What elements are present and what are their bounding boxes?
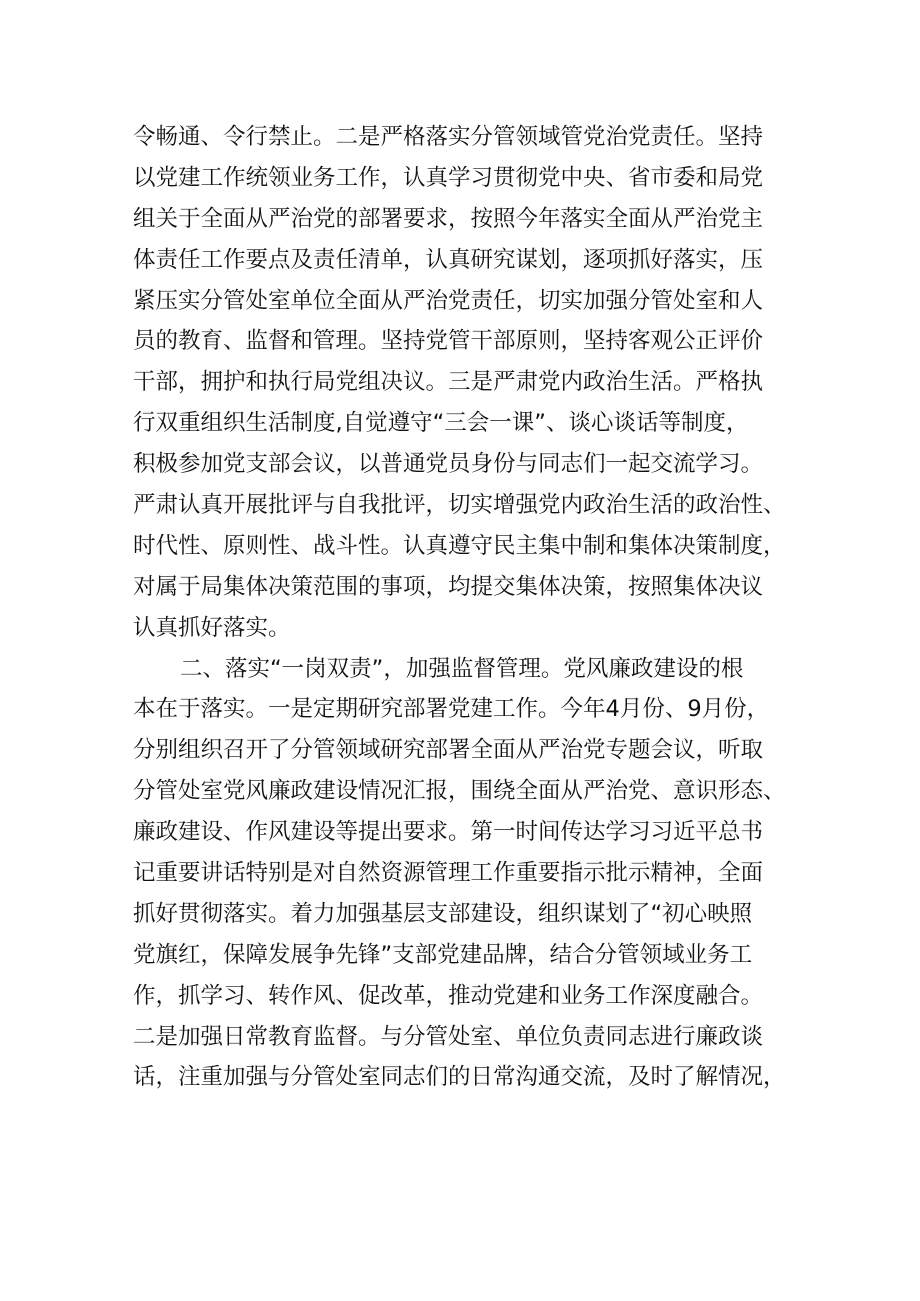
text-line: 积极参加党支部会议，以普通党员身份与同志们一起交流学习。 bbox=[133, 451, 764, 478]
text-line: 行双重组织生活制度,自觉遵守“三会一课”、谈心谈话等制度， bbox=[133, 410, 749, 437]
text-line: 干部，拥护和执行局党组决议。三是严肃党内政治生活。严格执 bbox=[133, 369, 764, 396]
text-line: 抓好贯彻落实。着力加强基层支部建设，组织谋划了“初心映照 bbox=[133, 900, 753, 927]
text-line: 廉政建设、作风建设等提出要求。第一时间传达学习习近平总书 bbox=[133, 819, 764, 846]
text-line: 员的教育、监督和管理。坚持党管干部原则，坚持客观公正评价 bbox=[133, 328, 764, 355]
text-line: 记重要讲话特别是对自然资源管理工作重要指示批示精神，全面 bbox=[133, 860, 764, 887]
text-line: 党旗红，保障发展争先锋”支部党建品牌，结合分管领域业务工 bbox=[133, 941, 753, 968]
section-heading-line: 二、落实“一岗双责”，加强监督管理。党风廉政建设的根 bbox=[180, 655, 744, 682]
text-line: 紧压实分管处室单位全面从严治党责任，切实加强分管处室和人 bbox=[133, 287, 764, 314]
text-line: 作，抓学习、转作风、促改革，推动党建和业务工作深度融合。 bbox=[133, 982, 764, 1009]
text-line: 体责任工作要点及责任清单，认真研究谋划，逐项抓好落实，压 bbox=[133, 246, 764, 273]
text-line: 令畅通、令行禁止。二是严格落实分管领域管党治党责任。坚持 bbox=[133, 124, 764, 150]
text-line: 认真抓好落实。 bbox=[133, 614, 291, 641]
text-line: 分管处室党风廉政建设情况汇报，围绕全面从严治党、意识形态、 bbox=[133, 778, 786, 805]
text-line: 分别组织召开了分管领域研究部署全面从严治党专题会议，听取 bbox=[133, 737, 764, 764]
text-line: 本在于落实。一是定期研究部署党建工作。今年4月份、9月份， bbox=[133, 696, 770, 723]
text-line: 严肃认真开展批评与自我批评，切实增强党内政治生活的政治性、 bbox=[133, 492, 786, 519]
text-line: 话，注重加强与分管处室同志们的日常沟通交流，及时了解情况， bbox=[133, 1064, 786, 1091]
text-line: 时代性、原则性、战斗性。认真遵守民主集中制和集体决策制度， bbox=[133, 532, 786, 559]
body-text bbox=[133, 117, 803, 1098]
text-line: 组关于全面从严治党的部署要求，按照今年落实全面从严治党主 bbox=[133, 205, 764, 232]
text-line: 二是加强日常教育监督。与分管处室、单位负责同志进行廉政谈 bbox=[133, 1023, 764, 1050]
text-line: 对属于局集体决策范围的事项，均提交集体决策，按照集体决议 bbox=[133, 573, 764, 600]
text-line: 以党建工作统领业务工作，认真学习贯彻党中央、省市委和局党 bbox=[133, 164, 764, 191]
